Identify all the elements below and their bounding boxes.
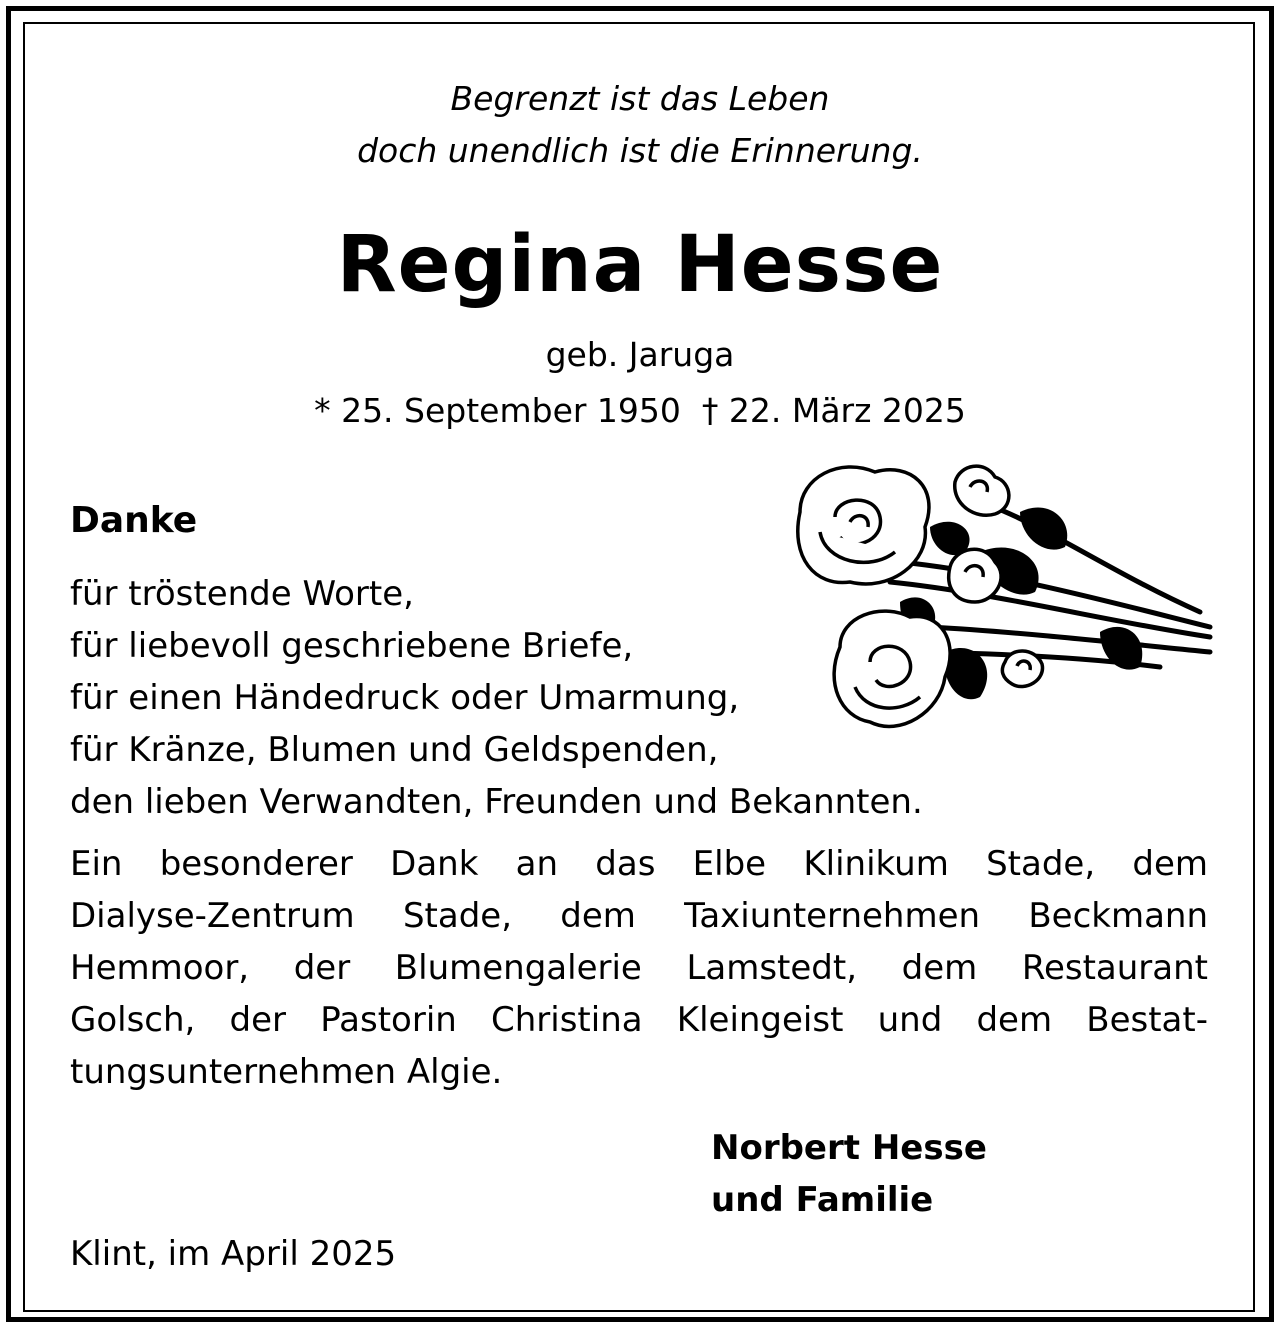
thanks-line: für liebevoll geschriebene Briefe, bbox=[70, 626, 634, 666]
thanks-line: für einen Händedruck oder Umarmung, bbox=[70, 678, 740, 718]
special-thanks-paragraph bbox=[70, 838, 1208, 1098]
thanks-heading: Danke bbox=[70, 500, 198, 541]
paragraph-line: Dialyse-Zentrum Stade, dem Taxiunternehmen Beckmann bbox=[70, 896, 1208, 936]
motto-line-2: doch unendlich ist die Erinnerung. bbox=[357, 131, 923, 170]
paragraph-line: Ein besonderer Dank an das Elbe Klinikum Stade, dem bbox=[70, 844, 1208, 884]
thanks-line: für tröstende Worte, bbox=[70, 574, 414, 614]
deceased-name: Regina Hesse bbox=[336, 220, 944, 310]
paragraph-line: Hemmoor, der Blumengalerie Lamstedt, dem Restaurant bbox=[70, 948, 1208, 988]
thanks-line: für Kränze, Blumen und Geldspenden, bbox=[70, 730, 719, 770]
paragraph-line: Golsch, der Pastorin Christina Kleingeist und dem Bestat- bbox=[70, 1000, 1208, 1040]
signature-line-2: und Familie bbox=[711, 1180, 934, 1220]
place-date: Klint, im April 2025 bbox=[70, 1234, 397, 1274]
roses-illustration bbox=[780, 452, 1220, 772]
signature-line-1: Norbert Hesse bbox=[711, 1128, 987, 1168]
paragraph-line: tungsunternehmen Algie. bbox=[70, 1052, 503, 1092]
thanks-line: den lieben Verwandten, Freunden und Bekannten. bbox=[70, 782, 923, 822]
motto-line-1: Begrenzt ist das Leben bbox=[450, 79, 830, 118]
life-dates: * 25. September 1950 † 22. März 2025 bbox=[314, 391, 966, 430]
maiden-name: geb. Jaruga bbox=[545, 335, 735, 374]
